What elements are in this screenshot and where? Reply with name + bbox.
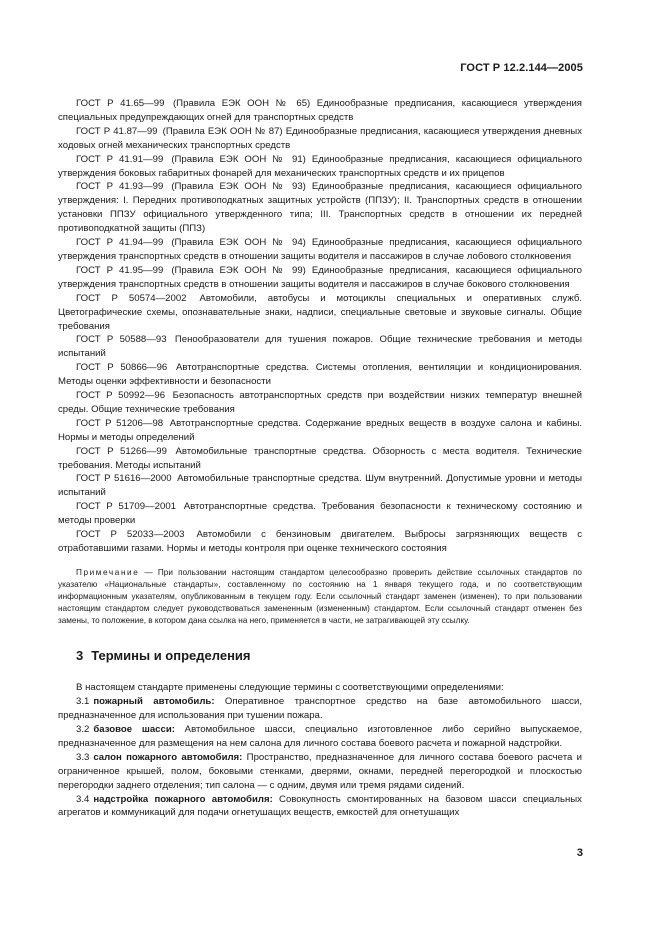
definition-term: салон пожарного автомобиля: <box>93 751 243 763</box>
section-title: Термины и определения <box>91 648 251 664</box>
definition-text: Совокупность смонтированных на базовом шасси специальных агрегатов и коммуникаций для подачи огнетушащих веществ, емкостей для огнетушащих <box>58 793 582 819</box>
reference-code: ГОСТ Р 50588—93 <box>76 334 167 346</box>
reference-code: ГОСТ Р 50992—96 <box>76 390 166 402</box>
reference-code: ГОСТ Р 51709—2001 <box>76 501 176 513</box>
definition-term: пожарный автомобиль: <box>93 696 215 708</box>
reference-item <box>58 292 582 334</box>
reference-code: ГОСТ Р 41.65—99 <box>76 98 165 109</box>
definition-text: Оперативное транспортное средство на базе автомобильного шасси, предназначенное для использования при тушении пожара. <box>58 696 583 722</box>
reference-item <box>58 125 582 153</box>
definition-number: 3.1 <box>76 696 90 708</box>
note-label: Примечание <box>76 567 140 577</box>
reference-code: ГОСТ Р 41.91—99 <box>76 153 164 165</box>
reference-text: Автомобили, автобусы и мотоциклы специальных и оперативных служб. Цветографические схемы, опознавательные знаки, надписи, специальные световые и звуковые сигналы. Общие требования <box>58 292 583 332</box>
definition-term: надстройка пожарного автомобиля: <box>93 793 273 805</box>
definition-item <box>58 723 582 751</box>
reference-text: (Правила ЕЭК ООН № 99) Единообразные предписания, касающиеся официального утверждения транспортных средств в отношении защиты водителя и пассажиров в случае бокового столкновения <box>58 264 582 290</box>
reference-text: (Правила ЕЭК ООН № 94) Единообразные предписания, касающиеся официального утверждения транспортных средств в отношении защиты водителя и пассажиров в случае лобового столкновения <box>58 237 582 262</box>
reference-code: ГОСТ Р 50866—96 <box>76 362 168 374</box>
reference-text: Автотранспортные средства. Требования безопасности к техническому состоянию и методы проверки <box>58 501 582 527</box>
section-intro: В настоящем стандарте применены следующие термины с соответствующими определениями: <box>76 682 504 694</box>
definition-number: 3.3 <box>76 751 90 763</box>
reference-note <box>58 567 582 627</box>
reference-code: ГОСТ Р 41.94—99 <box>76 237 164 249</box>
section-number: 3 <box>76 648 84 664</box>
reference-item <box>58 417 582 445</box>
reference-item <box>58 236 582 264</box>
reference-text: Автотранспортные средства. Системы отопления, вентиляции и кондиционирования. Методы оценки эффективности и безопасности <box>58 362 582 388</box>
reference-item <box>58 97 582 125</box>
definition-text: Автомобильное шасси, специально изготовленное либо серийно выпускаемое, предназначенное для размещения на нем салона для личного состава боевого расчета и пожарной надстройки. <box>58 724 582 749</box>
page-content <box>58 97 582 820</box>
definition-item <box>58 793 582 821</box>
page-number: 3 <box>576 847 583 859</box>
reference-item <box>58 180 582 236</box>
reference-item <box>58 445 582 473</box>
definition-item <box>58 695 582 723</box>
reference-code: ГОСТ Р 41.93—99 <box>76 181 164 193</box>
reference-text: Автомобили с бензиновым двигателем. Выбросы загрязняющих веществ с отработавшими газами. Нормы и методы контроля при оценке технического состояния <box>58 529 583 554</box>
note-text: При пользовании настоящим стандартом целесообразно проверить действие ссылочных стандартов по указателю «Национальные стандарты», составленному по состоянию на 1 января текущего года, и по соответствующим информационным указателям, опубликованным в текущем году. Если ссылочный стандарт заменен (изменен), то при пользовании настоящим стандартом следует руководствоваться замененным (измененным) стандартом. Если ссылочный стандарт отменен без замены, то положение, в котором дана ссылка на него, применяется в части, не затрагивающей эту ссылку. <box>58 567 582 626</box>
reference-code: ГОСТ Р 51206—98 <box>76 417 164 429</box>
reference-code: ГОСТ Р 51616—2000 <box>76 473 172 485</box>
reference-code: ГОСТ Р 41.95—99 <box>76 264 164 276</box>
reference-text: (Правила ЕЭК ООН № 65) Единообразные предписания, касающиеся утверждения специальных предупреждающих огней для транспортных средств <box>58 98 582 123</box>
reference-text: (Правила ЕЭК ООН № 91) Единообразные предписания, касающиеся официального утверждения боковых габаритных фонарей для механических транспортных средств и их прицепов <box>58 153 582 179</box>
reference-item <box>58 389 582 417</box>
definition-number: 3.4 <box>76 793 90 805</box>
section-heading <box>76 649 582 663</box>
reference-item <box>58 153 582 181</box>
reference-code: ГОСТ Р 50574—2002 <box>76 292 187 304</box>
reference-item <box>58 528 582 556</box>
note-dash: — <box>139 567 158 577</box>
document-id-header: ГОСТ Р 12.2.144—2005 <box>460 62 583 74</box>
reference-text: Автомобильные транспортные средства. Шум внутренний. Допустимые уровни и методы испытаний <box>58 473 583 499</box>
reference-item <box>58 472 582 500</box>
reference-text: (Правила ЕЭК ООН № 87) Единообразные предписания, касающиеся утверждения дневных ходовых огней механических транспортных средств <box>58 125 582 151</box>
reference-text: (Правила ЕЭК ООН № 93) Единообразные предписания, касающиеся официального утверждения: I. Передних противоподкатных защитных устройств (ППЗУ); II. Транспортных средств в отношении установки ППЗУ официального утвержденного типа; III. Транспортных средств в отношении их передней противоподкатной защиты (ППЗ) <box>58 181 582 235</box>
reference-item <box>58 361 582 389</box>
definition-item <box>58 751 582 793</box>
reference-text: Пенообразователи для тушения пожаров. Общие технические требования и методы испытаний <box>58 334 582 360</box>
reference-text: Автотранспортные средства. Содержание вредных веществ в воздухе салона и кабины. Нормы и методы определений <box>58 417 582 443</box>
normative-references-list <box>58 97 582 556</box>
reference-item <box>58 333 582 361</box>
reference-code: ГОСТ Р 51266—99 <box>76 445 167 457</box>
reference-text: Автомобильные транспортные средства. Обзорность с места водителя. Технические требования. Методы испытаний <box>58 445 582 471</box>
reference-item <box>58 500 582 528</box>
definition-text: Пространство, предназначенное для личного состава боевого расчета и ограниченное крышей, полом, боковыми стенками, дверями, окнами, передней перегородкой и плоскостью перегородки заднего отделения; тип салона — с одним, двумя или тремя рядами сидений. <box>58 751 582 791</box>
definitions-list <box>58 695 582 820</box>
definition-number: 3.2 <box>76 724 90 735</box>
definition-term: базовое шасси: <box>93 724 175 735</box>
reference-item <box>58 264 582 292</box>
reference-code: ГОСТ Р 41.87—99 <box>76 125 158 137</box>
reference-text: Безопасность автотранспортных средств при воздействии низких температур внешней среды. Общие технические требования <box>58 390 582 415</box>
reference-code: ГОСТ Р 52033—2003 <box>76 529 185 541</box>
